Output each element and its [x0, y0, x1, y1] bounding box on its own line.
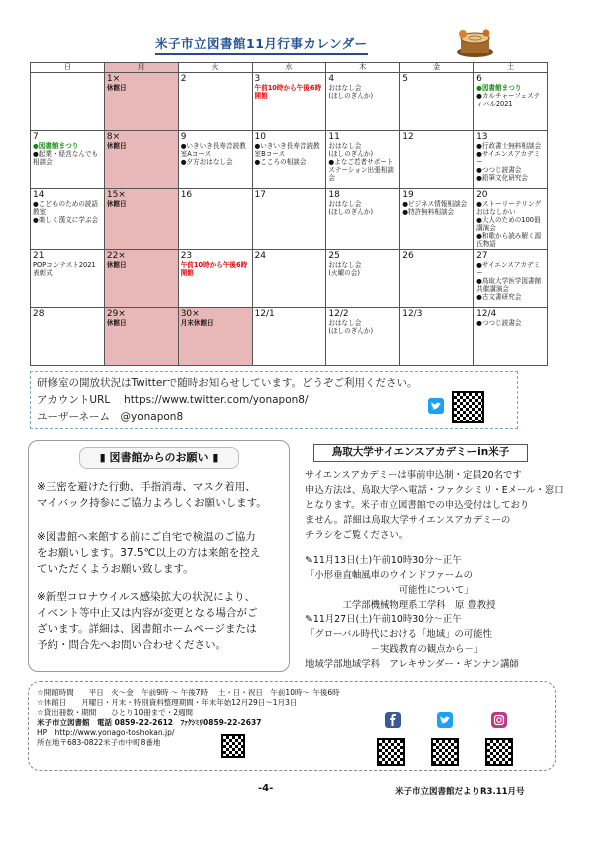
calendar-day-cell: [474, 250, 548, 308]
facebook-icon[interactable]: [385, 712, 401, 728]
weekday-header: 金: [400, 63, 474, 73]
page-header: [0, 32, 595, 54]
science-lecture-1: ✎11月13日(土)午前10時30分～正午 「小形垂直軸風車のウインドファームの 可能性について」 工学部機械物理系工学科 原 豊教授: [305, 555, 496, 611]
weekday-header: 月: [104, 63, 178, 73]
day-number: 5: [402, 74, 408, 84]
book-icon: ▮: [212, 451, 219, 464]
library-festival-label: ●図書館まつり: [33, 142, 79, 150]
day-events: 午前10時から午後6時開館: [254, 84, 322, 100]
day-number: 20: [476, 190, 488, 200]
day-events: おはなし会 (ほしのぎんか): [328, 319, 374, 335]
day-number: 12/4: [476, 309, 497, 319]
calendar-day-cell: [326, 189, 400, 250]
weekday-header-row: [31, 63, 548, 73]
day-number: 1×: [106, 74, 121, 84]
day-events: ●行政書士無料相談会 ●サイエンスアカデミー ●つつじ読書会 ●鉛筆文化研究会: [476, 142, 542, 182]
calendar-day-cell: [252, 189, 326, 250]
calendar-day-cell: [104, 73, 178, 131]
weekday-header: 日: [31, 63, 105, 73]
request-temperature-check: ※図書館へ来館する前にご自宅で検温のご協力 をお願いします。37.5℃以上の方は来館を控え ていただくようお願い致します。: [37, 531, 261, 575]
calendar-day-cell: [31, 250, 105, 308]
science-academy-heading: 鳥取大学サイエンスアカデミーin米子: [313, 444, 528, 462]
address: 所在地〒683-0822米子市中町8番地: [37, 738, 161, 747]
twitter-username: ユーザーネーム @yonapon8: [37, 411, 184, 423]
instagram-qr-code: [485, 738, 513, 766]
calendar-day-cell: [474, 189, 548, 250]
day-number: 11: [328, 132, 340, 142]
day-number: 10: [254, 132, 266, 142]
calendar-day-cell: [474, 73, 548, 131]
day-number: 25: [328, 251, 340, 261]
calendar-day-cell: [400, 250, 474, 308]
calendar-day-cell: [178, 189, 252, 250]
calendar-day-cell: [474, 131, 548, 189]
day-number: 12/3: [402, 309, 423, 319]
twitter-qr-code-small: [431, 738, 459, 766]
day-events: ●図書館まつり ●起業・経営なんでも相談会: [33, 142, 99, 166]
calendar-day-cell: [326, 250, 400, 308]
day-number: 16: [180, 190, 193, 200]
day-number: 17: [254, 190, 266, 200]
day-number: 22×: [106, 251, 126, 261]
day-events: 休館日: [106, 319, 127, 327]
facebook-qr-code: [377, 738, 405, 766]
day-number: 23: [180, 251, 193, 261]
weekday-header: 水: [252, 63, 326, 73]
day-events: おはなし会 (ほしのぎんか) ●よなご若者サポートステーション出張相談会: [328, 142, 394, 182]
day-events: 休館日: [106, 261, 127, 269]
newsletter-name: 米子市立図書館だよりR3.11月号: [395, 787, 525, 797]
request-event-changes: ※新型コロナウイルス感染拡大の状況により、 イベント等中止又は内容が変更となる場合がご ざいます。詳細は、図書館ホームページまたは 予約・問合先へお問い合わせください。: [37, 591, 258, 651]
calendar-day-cell: [31, 189, 105, 250]
calendar-day-cell: [252, 131, 326, 189]
day-number: 15×: [106, 190, 126, 200]
calendar-day-cell: [474, 308, 548, 366]
day-events: 休館日: [106, 200, 127, 208]
closed-days: ☆休館日 月曜日・月末・特別資料整理期間・年末年始12月29日～1月3日: [37, 698, 298, 707]
twitter-qr-code: [452, 391, 484, 423]
day-number: 3: [254, 74, 261, 84]
science-academy-intro: サイエンスアカデミーは事前申込制・定員20名です 申込方法は、鳥取大学へ電話・ファクシミリ・Eメール・窓口 となります。米子市立図書館での申込受付はしており ません。詳細は鳥取大学サイエンスアカデミーの チラシをご覧ください。: [305, 470, 564, 541]
calendar-day-cell: [252, 250, 326, 308]
calendar-day-cell: [104, 131, 178, 189]
day-number: 24: [254, 251, 266, 261]
day-events: おはなし会 (ほしのぎんか): [328, 200, 374, 216]
day-number: 27: [476, 251, 488, 261]
library-request-box: [28, 440, 290, 672]
library-festival-label: ●図書館まつり: [476, 84, 522, 92]
library-info-box: [28, 681, 556, 771]
day-events: ●サイエンスアカデミー ●鳥取大学医学図書館共催講演会 ●古文書研究会: [476, 261, 542, 301]
day-events: おはなし会 (ほしのぎんか): [328, 84, 374, 100]
calendar-day-cell: [326, 131, 400, 189]
day-number: 8×: [106, 132, 121, 142]
calendar-day-cell: [252, 73, 326, 131]
twitter-notice-box: [30, 371, 518, 429]
request-heading: ▮ 図書館からのお願い ▮: [79, 447, 239, 469]
calendar-day-cell: [178, 73, 252, 131]
day-number: 6: [476, 74, 482, 84]
event-calendar: [30, 62, 548, 366]
day-number: 12/2: [328, 309, 349, 319]
day-events: 休館日: [106, 84, 127, 92]
calendar-day-cell: [31, 308, 105, 366]
tree-stump-illustration: [455, 28, 495, 58]
day-number: 29×: [106, 309, 126, 319]
day-events: POPコンテスト2021表彰式: [33, 261, 96, 277]
day-events: ●いきいき長寿音読教室Bコース ●こころの相談会: [254, 142, 320, 166]
day-number: 2: [180, 74, 187, 84]
day-events: ●ビジネス情報相談会 ●特許無料相談会: [402, 200, 468, 216]
day-events: 午前10時から午後6時開館: [180, 261, 248, 277]
science-lecture-2: ✎11月27日(土)午前10時30分～正午 「グローバル時代における「地域」の可能性 －実践教育の観点から－」 地域学部地域学科 アレキサンダー・ギンナン講師: [305, 614, 519, 670]
calendar-week-row: [31, 131, 548, 189]
day-events: おはなし会 (火曜の会): [328, 261, 362, 277]
day-events: ●ストーリーテリング おはなしかい ●大人のための100冊講演会 ●和歌から読み解く源氏物語: [476, 200, 542, 248]
day-events: ●こどものための読語教室 ●楽しく漢文に学ぶ会: [33, 200, 99, 224]
calendar-day-cell: [104, 250, 178, 308]
page-number: -4-: [258, 783, 274, 794]
day-events: ●つつじ読書会: [476, 319, 522, 327]
twitter-notice-text: 研修室の開放状況はTwitterで随時お知らせしています。どうぞご利用ください。: [37, 377, 418, 389]
day-events: ●図書館まつり ●カルチャーフェスティバル2021: [476, 84, 541, 108]
calendar-day-cell: [178, 131, 252, 189]
calendar-day-cell: [31, 131, 105, 189]
calendar-day-cell: [104, 308, 178, 366]
contact-phone: 米子市立図書館 電話 0859-22-2612 ﾌｧｸｼﾐﾘ0859-22-2637: [37, 718, 262, 727]
opening-hours: ☆開館時間 平日 火～金 午前9時 ～ 午後7時 土・日・祝日 午前10時～ 午後6時: [37, 688, 340, 697]
day-number: 7: [33, 132, 39, 142]
weekday-header: 木: [326, 63, 400, 73]
homepage-qr-code: [221, 734, 245, 758]
weekday-header: 火: [178, 63, 252, 73]
day-number: 14: [33, 190, 45, 200]
day-number: 9: [180, 132, 187, 142]
calendar-day-cell: [400, 308, 474, 366]
calendar-day-cell: [31, 73, 105, 131]
day-number: 28: [33, 309, 45, 319]
day-number: 26: [402, 251, 414, 261]
day-number: 21: [33, 251, 45, 261]
day-events: 休館日: [106, 142, 127, 150]
calendar-day-cell: [400, 189, 474, 250]
twitter-icon: [428, 398, 444, 414]
calendar-week-row: [31, 250, 548, 308]
book-icon: ▮: [99, 451, 106, 464]
day-number: 19: [402, 190, 414, 200]
day-number: 4: [328, 74, 335, 84]
twitter-account-url[interactable]: アカウントURL https://www.twitter.com/yonapon8/: [37, 394, 309, 406]
day-number: 18: [328, 190, 340, 200]
day-number: 12/1: [254, 309, 275, 319]
calendar-day-cell: [400, 131, 474, 189]
calendar-day-cell: [178, 250, 252, 308]
day-number: 13: [476, 132, 488, 142]
calendar-week-row: [31, 73, 548, 131]
weekday-header: 土: [474, 63, 548, 73]
day-events: 月末休館日: [180, 319, 214, 327]
page-title: 米子市立図書館11月行事カレンダー: [155, 34, 368, 55]
day-number: 30×: [180, 309, 200, 319]
request-infection-prevention: ※三密を避けた行動、手指消毒、マスク着用、 マイバック持参にご協力よろしくお願いします。: [37, 481, 267, 509]
calendar-day-cell: [178, 308, 252, 366]
instagram-icon[interactable]: [491, 712, 507, 728]
day-number: 12: [402, 132, 414, 142]
calendar-day-cell: [104, 189, 178, 250]
loan-limits: ☆貸出冊数・期間 ひとり10冊まで・2週間: [37, 708, 194, 717]
calendar-week-row: [31, 308, 548, 366]
homepage-url[interactable]: HP http://www.yonago-toshokan.jp/: [37, 728, 175, 737]
calendar-day-cell: [252, 308, 326, 366]
calendar-day-cell: [326, 308, 400, 366]
day-events: ●いきいき長寿音読教室Aコース ●夕方おはなし会: [180, 142, 246, 166]
calendar-day-cell: [400, 73, 474, 131]
calendar-week-row: [31, 189, 548, 250]
twitter-icon[interactable]: [437, 712, 453, 728]
calendar-day-cell: [326, 73, 400, 131]
